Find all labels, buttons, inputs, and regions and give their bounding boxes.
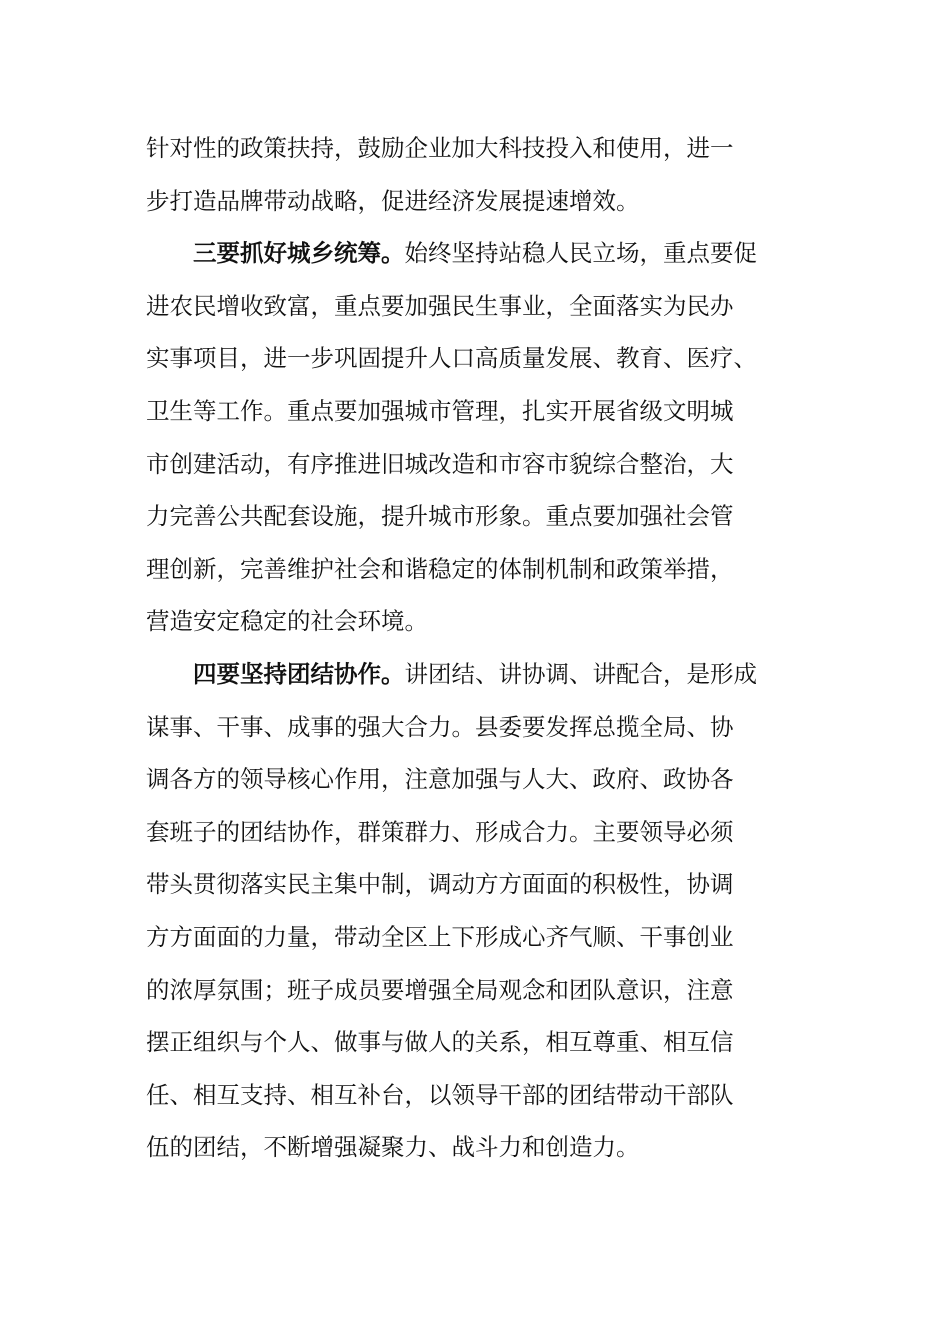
paragraph-first-line: [146, 227, 806, 280]
text-line: 的浓厚氛围；班子成员要增强全局观念和团队意识，注意: [146, 975, 734, 1004]
document-body: [146, 122, 806, 1174]
text-line: 力完善公共配套设施，提升城市形象。重点要加强社会管: [146, 502, 734, 531]
text-line: 理创新，完善维护社会和谐稳定的体制机制和政策举措，: [146, 554, 734, 583]
text-line: 谋事、干事、成事的强大合力。县委要发挥总揽全局、协: [146, 712, 734, 741]
paragraph-heading: 三要抓好城乡统筹。: [193, 239, 405, 268]
text-line: 步打造品牌带动战略，促进经济发展提速增效。: [146, 186, 640, 215]
text-line: 伍的团结，不断增强凝聚力、战斗力和创造力。: [146, 1133, 640, 1162]
text-line: 任、相互支持、相互补台，以领导干部的团结带动干部队: [146, 1080, 734, 1109]
paragraph-heading: 四要坚持团结协作。: [193, 659, 405, 688]
text-fragment: 讲团结、讲协调、讲配合，是形成: [404, 659, 757, 688]
text-line: 进农民增收致富，重点要加强民生事业，全面落实为民办: [146, 291, 734, 320]
text-line: 调各方的领导核心作用，注意加强与人大、政府、政协各: [146, 765, 734, 794]
paragraph-unity: [146, 648, 806, 1174]
paragraph-urban-rural: [146, 227, 806, 648]
text-line: 带头贯彻落实民主集中制，调动方方面面的积极性，协调: [146, 870, 734, 899]
text-fragment: 始终坚持站稳人民立场，重点要促: [404, 239, 757, 268]
text-line: 实事项目，进一步巩固提升人口高质量发展、教育、医疗、: [146, 344, 757, 373]
text-line: 摆正组织与个人、做事与做人的关系，相互尊重、相互信: [146, 1028, 734, 1057]
paragraph-first-line: [146, 648, 806, 701]
text-line: 市创建活动，有序推进旧城改造和市容市貌综合整治，大: [146, 449, 734, 478]
text-line: 套班子的团结协作，群策群力、形成合力。主要领导必须: [146, 817, 734, 846]
paragraph-continued: [146, 122, 806, 227]
text-line: 营造安定稳定的社会环境。: [146, 607, 428, 636]
text-line: 针对性的政策扶持，鼓励企业加大科技投入和使用，进一: [146, 134, 734, 162]
text-line: 卫生等工作。重点要加强城市管理，扎实开展省级文明城: [146, 396, 734, 425]
text-line: 方方面面的力量，带动全区上下形成心齐气顺、干事创业: [146, 922, 734, 951]
